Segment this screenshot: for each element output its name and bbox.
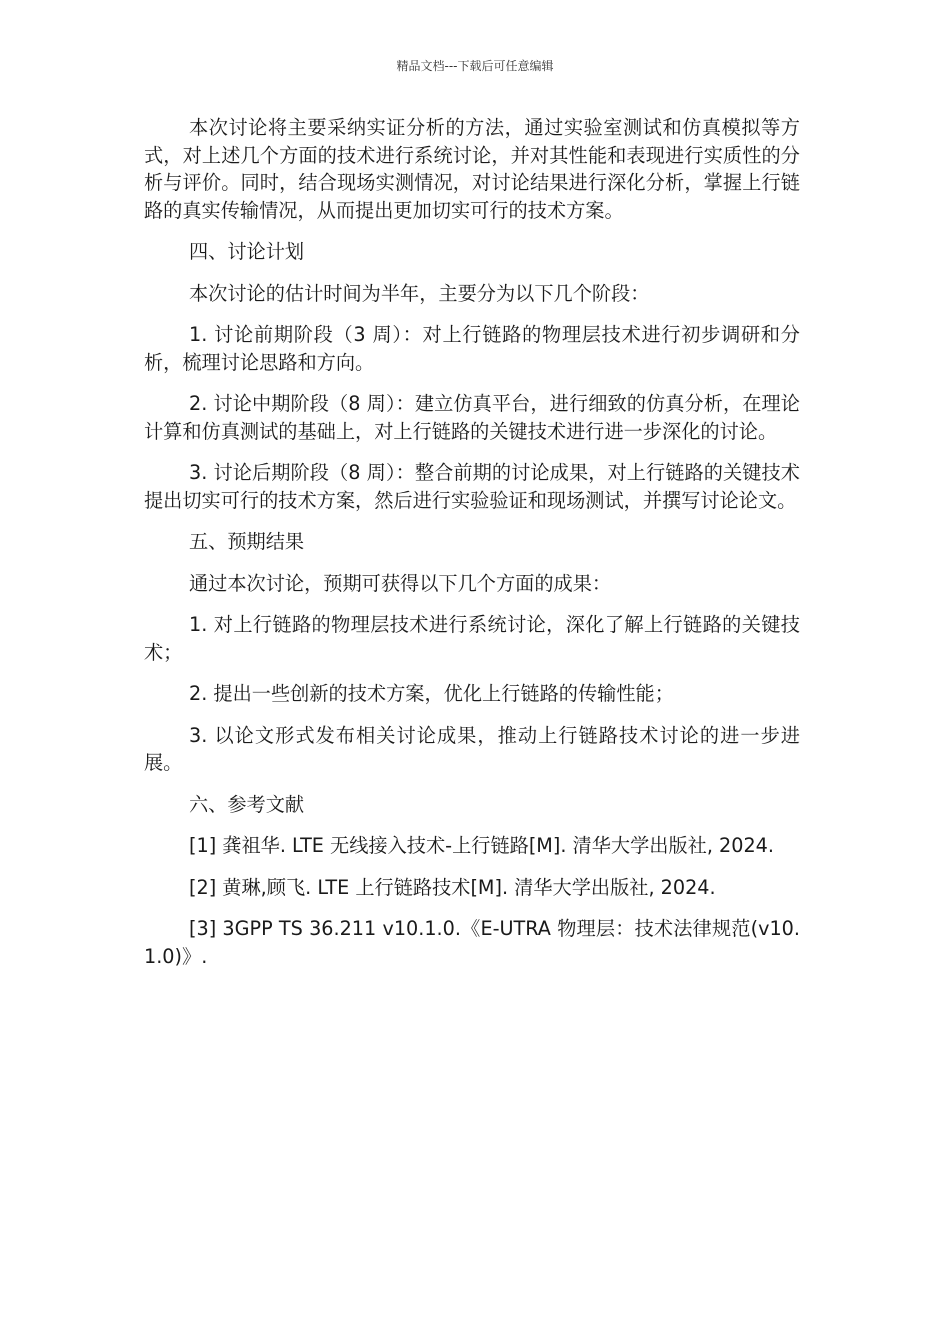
section-heading-plan: 四、讨论计划 bbox=[189, 240, 305, 263]
section-heading-references: 六、参考文献 bbox=[189, 792, 305, 816]
document-body bbox=[144, 114, 800, 984]
list-item-result-1: 1. 对上行链路的物理层技术进行系统讨论，深化了解上行链路的关键技术； bbox=[144, 613, 800, 664]
list-item-phase-3: 3. 讨论后期阶段（8 周）：整合前期的讨论成果，对上行链路的关键技术提出切实可行的技术方案，然后进行实验验证和现场测试，并撰写讨论论文。 bbox=[144, 461, 800, 512]
list-item-phase-1: 1. 讨论前期阶段（3 周）：对上行链路的物理层技术进行初步调研和分析，梳理讨论思路和方向。 bbox=[144, 323, 800, 374]
reference-item-3: [3] 3GPP TS 36.211 v10.1.0.《E-UTRA 物理层：技术法律规范(v10.1.0)》. bbox=[144, 917, 800, 968]
paragraph-plan-intro: 本次讨论的估计时间为半年，主要分为以下几个阶段： bbox=[189, 281, 650, 305]
section-heading-results: 五、预期结果 bbox=[189, 530, 305, 553]
paragraph-results-intro: 通过本次讨论，预期可获得以下几个方面的成果： bbox=[189, 571, 612, 595]
list-item-result-2: 2. 提出一些创新的技术方案，优化上行链路的传输性能； bbox=[189, 682, 674, 705]
reference-item-1: [1] 龚祖华. LTE 无线接入技术-上行链路[M]. 清华大学出版社, 2024. bbox=[189, 834, 774, 857]
list-item-phase-2: 2. 讨论中期阶段（8 周）：建立仿真平台，进行细致的仿真分析，在理论计算和仿真测试的基础上，对上行链路的关键技术进行进一步深化的讨论。 bbox=[144, 392, 800, 443]
reference-item-2: [2] 黄琳,顾飞. LTE 上行链路技术[M]. 清华大学出版社, 2024. bbox=[189, 875, 716, 899]
page-header: 精品文档---下载后可任意编辑 bbox=[396, 59, 554, 73]
list-item-result-3: 3. 以论文形式发布相关讨论成果，推动上行链路技术讨论的进一步进展。 bbox=[144, 723, 800, 774]
paragraph-methodology: 本次讨论将主要采纳实证分析的方法，通过实验室测试和仿真模拟等方式，对上述几个方面的技术进行系统讨论，并对其性能和表现进行实质性的分析与评价。同时，结合现场实测情况，对讨论结果进行深化分析，掌握上行链路的真实传输情况，从而提出更加切实可行的技术方案。 bbox=[144, 116, 800, 222]
